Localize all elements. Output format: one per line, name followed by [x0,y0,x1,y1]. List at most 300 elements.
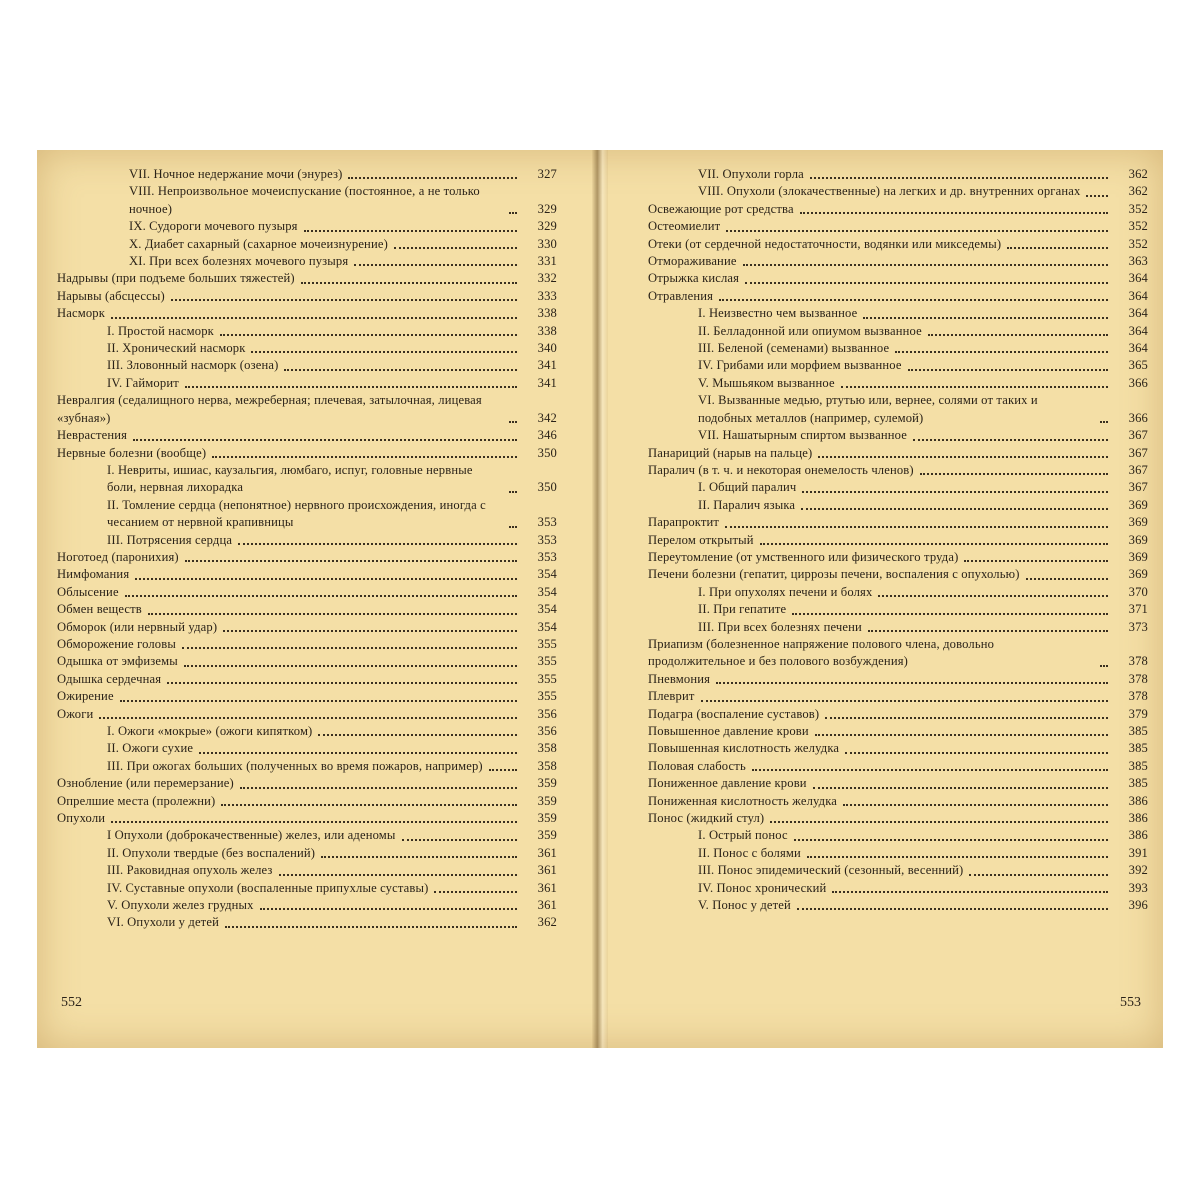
right-page-index [648,166,1148,914]
index-entry [648,462,1148,479]
index-entry [648,479,1148,496]
index-entry-page: 354 [537,567,557,582]
index-entry [57,288,557,305]
index-entry-text: Панариций (нарыв на пальце) [648,445,813,460]
index-entry-text: Обмен веществ [57,602,142,617]
leader-dots [402,839,517,841]
index-entry-page: 356 [537,724,557,738]
index-entry [57,601,557,618]
leader-dots [225,926,517,928]
index-entry [648,392,1148,427]
index-entry-page: 361 [537,898,557,913]
index-entry [648,270,1148,287]
index-entry-page: 364 [1128,323,1148,338]
index-entry [57,914,557,931]
index-entry [57,253,557,270]
index-entry-text: Отрыжка кислая [648,271,740,286]
index-entry [648,183,1148,200]
index-entry [57,270,557,287]
index-entry-text: Насморк [57,306,106,321]
leader-dots [135,578,517,580]
index-entry [57,445,557,462]
leader-dots [818,456,1108,458]
index-entry-page: 378 [1128,689,1148,704]
index-entry [648,880,1148,897]
index-entry-page: 338 [537,306,557,321]
index-entry [648,236,1148,253]
index-entry-page: 385 [1128,776,1148,791]
right-page-number: 553 [1120,995,1141,1010]
index-entry-page: 369 [1128,532,1148,547]
index-entry-text: Обморожение головы [57,636,176,651]
index-entry [648,671,1148,688]
index-entry-text: Неврастения [57,428,128,443]
index-entry-text: IV. Гайморит [107,375,179,390]
index-entry-page: 362 [537,915,557,930]
index-entry-text: Освежающие рот средства [648,201,794,216]
index-entry-page: 333 [537,288,557,303]
index-entry-text: Ожоги [57,706,94,721]
leader-dots [863,317,1108,319]
index-entry-text: Переутомление (от умственного или физического труда) [648,549,959,564]
index-entry-page: 385 [1128,758,1148,773]
index-entry-page: 354 [537,619,557,634]
leader-dots [813,787,1108,789]
index-entry [648,758,1148,775]
index-entry-page: 353 [537,515,557,530]
index-entry [57,775,557,792]
leader-dots [815,734,1108,736]
index-entry-page: 367 [1128,428,1148,443]
index-entry-page: 355 [537,671,557,686]
index-entry-text: Пневмония [648,671,711,686]
leader-dots [716,682,1108,684]
index-entry-page: 332 [537,271,557,286]
index-entry [648,357,1148,374]
index-entry-page: 353 [537,532,557,547]
index-entry-text: II. Опухоли твердые (без воспалений) [107,845,316,860]
index-entry [57,462,557,497]
index-entry-page: 366 [1128,410,1148,425]
leader-dots [843,804,1108,806]
index-entry-page: 362 [1128,167,1148,181]
index-entry [57,723,557,740]
index-entry-text: I. Острый понос [698,828,788,843]
index-entry-text: I Опухоли (доброкачественные) желез, или аденомы [107,828,396,843]
book-gutter [592,150,608,1048]
index-entry [648,810,1148,827]
leader-dots [719,299,1108,301]
leader-dots [489,769,517,771]
index-entry [648,723,1148,740]
index-entry-page: 373 [1128,619,1148,634]
index-entry [648,740,1148,757]
index-entry-text: II. Ожоги сухие [107,741,194,756]
index-entry-page: 369 [1128,515,1148,530]
index-entry-page: 352 [1128,219,1148,234]
leader-dots [167,682,517,684]
leader-dots [1086,195,1108,197]
leader-dots [825,717,1108,719]
index-entry-text: VIII. Опухоли (злокачественные) на легких и др. внутренних органах [698,184,1081,199]
index-entry-page: 385 [1128,724,1148,738]
index-entry-page: 365 [1128,358,1148,373]
index-entry [57,427,557,444]
index-entry [648,566,1148,583]
index-entry-page: 361 [537,845,557,860]
index-entry-text: VII. Опухоли горла [698,167,804,181]
index-entry [57,880,557,897]
index-entry-text: Отмораживание [648,254,737,269]
leader-dots [878,595,1108,597]
leader-dots [792,613,1108,615]
index-entry-text: Ознобление (или перемерзание) [57,776,234,791]
index-entry [57,323,557,340]
index-entry [648,827,1148,844]
index-entry-text: Повышенное давление крови [648,724,809,738]
leader-dots [743,264,1108,266]
leader-dots [895,351,1108,353]
index-entry [648,305,1148,322]
index-entry-page: 359 [537,828,557,843]
index-entry-text: I. Ожоги «мокрые» (ожоги кипятком) [107,724,313,738]
index-entry-text: II. При гепатите [698,602,787,617]
index-entry-text: Пониженная кислотность желудка [648,793,838,808]
index-entry-page: 393 [1128,880,1148,895]
index-entry-text: Приапизм (болезненное напряжение полового члена, довольно продолжительное и без полового возбуждения) [648,636,995,669]
index-entry [57,827,557,844]
leader-dots [348,177,517,179]
index-entry [648,584,1148,601]
leader-dots [1100,421,1108,423]
index-entry [57,532,557,549]
index-entry-page: 371 [1128,602,1148,617]
index-entry [648,688,1148,705]
index-entry [648,340,1148,357]
index-entry [648,706,1148,723]
leader-dots [868,630,1108,632]
index-entry-page: 353 [537,549,557,564]
leader-dots [221,804,517,806]
index-entry-text: VI. Вызванные медью, ртутью или, вернее, солями от таких и подобных металлов (например, сулемой) [698,393,1038,425]
leader-dots [220,334,517,336]
leader-dots [770,821,1108,823]
index-entry [648,775,1148,792]
leader-dots [801,508,1108,510]
leader-dots [794,839,1108,841]
index-entry-page: 361 [537,880,557,895]
index-entry-page: 385 [1128,741,1148,756]
leader-dots [185,560,517,562]
index-entry-page: 364 [1128,306,1148,321]
index-entry-text: Опухоли [57,811,106,826]
leader-dots [182,647,517,649]
leader-dots [800,212,1108,214]
leader-dots [752,769,1108,771]
index-entry-page: 369 [1128,567,1148,582]
index-entry-text: Невралгия (седалищного нерва, межреберная; плечевая, затылочная, лицевая «зубная») [57,393,482,425]
index-entry-page: 367 [1128,480,1148,495]
index-entry [57,740,557,757]
index-entry [57,357,557,374]
index-entry [57,810,557,827]
index-entry-page: 331 [537,254,557,269]
index-entry-text: III. Зловонный насморк (озена) [107,358,279,373]
index-entry-text: V. Понос у детей [698,898,791,913]
index-entry-page: 386 [1128,811,1148,826]
index-entry-text: II. Томление сердца (непонятное) нервного происхождения, иногда с чесанием от нервной крапивницы [107,497,486,530]
index-entry-text: Понос (жидкий стул) [648,811,765,826]
index-entry-page: 364 [1128,271,1148,286]
index-entry [57,758,557,775]
index-entry [648,427,1148,444]
index-entry-page: 396 [1128,898,1148,913]
leader-dots [111,317,517,319]
index-entry-page: 355 [537,636,557,651]
index-entry-text: Паралич (в т. ч. и некоторая онемелость членов) [648,462,914,477]
index-entry [648,201,1148,218]
leader-dots [148,613,517,615]
index-entry [648,253,1148,270]
leader-dots [760,543,1108,545]
index-entry-page: 367 [1128,462,1148,477]
index-entry [57,653,557,670]
index-entry-page: 340 [537,341,557,356]
index-entry-page: 342 [537,410,557,425]
index-entry-text: I. Простой насморк [107,323,214,338]
leader-dots [845,752,1108,754]
leader-dots [920,473,1108,475]
index-entry [57,845,557,862]
leader-dots [928,334,1108,336]
index-entry-text: III. Потрясения сердца [107,532,233,547]
index-entry-text: I. Неизвестно чем вызванное [698,306,858,321]
index-entry [648,497,1148,514]
index-entry [57,305,557,322]
index-entry-text: I. Общий паралич [698,480,797,495]
index-entry-page: 364 [1128,341,1148,356]
index-entry-text: II. Белладонной или опиумом вызванное [698,323,922,338]
index-entry-text: II. Понос с болями [698,845,801,860]
index-entry [57,584,557,601]
index-entry [57,897,557,914]
leader-dots [701,700,1108,702]
index-entry-page: 378 [1128,671,1148,686]
index-entry-text: Нимфомания [57,567,130,582]
index-entry [648,862,1148,879]
index-entry-page: 363 [1128,254,1148,269]
index-entry-page: 364 [1128,288,1148,303]
leader-dots [321,856,517,858]
index-entry-text: Нарывы (абсцессы) [57,288,165,303]
leader-dots [434,891,517,893]
index-entry-text: Опрелшие места (пролежни) [57,793,216,808]
leader-dots [832,891,1108,893]
index-entry [57,340,557,357]
index-entry-text: IV. Грибами или морфием вызванное [698,358,902,373]
leader-dots [133,439,517,441]
index-entry-page: 370 [1128,584,1148,599]
index-entry-text: III. При ожогах больших (полученных во время пожаров, например) [107,758,483,773]
index-entry [648,323,1148,340]
index-entry-page: 367 [1128,445,1148,460]
index-entry [57,706,557,723]
index-entry-page: 346 [537,428,557,443]
index-entry-text: Подагра (воспаление суставов) [648,706,820,721]
index-entry-text: Плеврит [648,689,695,704]
index-entry [648,166,1148,183]
index-entry-page: 359 [537,811,557,826]
index-entry-page: 352 [1128,201,1148,216]
index-entry-page: 361 [537,863,557,878]
index-entry [648,375,1148,392]
index-entry [648,218,1148,235]
index-entry [57,392,557,427]
index-entry-page: 329 [537,201,557,216]
index-entry-page: 355 [537,654,557,669]
index-entry [57,636,557,653]
index-entry-text: XI. При всех болезнях мочевого пузыря [129,254,349,269]
index-entry-text: I. Невриты, ишиас, каузальгия, люмбаго, испуг, головные нервные боли, нервная лихорадка [107,462,473,495]
index-entry-text: Печени болезни (гепатит, циррозы печени, воспаления с опухолью) [648,567,1020,582]
leader-dots [111,821,517,823]
leader-dots [802,491,1108,493]
leader-dots [304,230,517,232]
leader-dots [120,700,517,702]
index-entry-text: IV. Понос хронический [698,880,827,895]
leader-dots [964,560,1108,562]
leader-dots [238,543,517,545]
book-spread [37,150,1163,1048]
leader-dots [509,212,517,214]
index-entry-text: Облысение [57,584,119,599]
leader-dots [913,439,1108,441]
index-entry-text: Повышенная кислотность желудка [648,741,840,756]
index-entry-text: Пониженное давление крови [648,776,807,791]
index-entry-page: 369 [1128,497,1148,512]
index-entry-text: I. При опухолях печени и болях [698,584,873,599]
index-entry-text: III. Понос эпидемический (сезонный, весенний) [698,863,964,878]
index-entry-text: Ожирение [57,689,114,704]
index-entry-text: IX. Судороги мочевого пузыря [129,219,298,234]
leader-dots [745,282,1108,284]
index-entry [57,166,557,183]
index-entry [648,549,1148,566]
index-entry-text: III. При всех болезнях печени [698,619,862,634]
leader-dots [171,299,517,301]
leader-dots [199,752,517,754]
leader-dots [318,734,517,736]
leader-dots [969,874,1108,876]
index-entry [648,845,1148,862]
index-entry-page: 329 [537,219,557,234]
leader-dots [1026,578,1108,580]
leader-dots [797,908,1108,910]
index-entry-text: Нервные болезни (вообще) [57,445,207,460]
index-entry [648,445,1148,462]
index-entry-text: VI. Опухоли у детей [107,915,219,930]
index-entry-page: 386 [1128,793,1148,808]
index-entry [648,514,1148,531]
index-entry-page: 359 [537,793,557,808]
index-entry-text: Одышка сердечная [57,671,162,686]
index-entry-page: 369 [1128,549,1148,564]
leader-dots [223,630,517,632]
leader-dots [1100,665,1108,667]
index-entry-page: 386 [1128,828,1148,843]
index-entry-page: 354 [537,584,557,599]
index-entry [57,862,557,879]
leader-dots [240,787,517,789]
index-entry-page: 392 [1128,863,1148,878]
leader-dots [354,264,517,266]
index-entry [57,218,557,235]
index-entry-text: Парапроктит [648,515,720,530]
index-entry-text: Перелом открытый [648,532,754,547]
index-entry-text: VIII. Непроизвольное мочеиспускание (постоянное, а не только ночное) [129,184,480,216]
index-entry-page: 362 [1128,184,1148,199]
index-entry-page: 358 [537,758,557,773]
index-entry-text: VII. Ночное недержание мочи (энурез) [129,167,343,181]
leader-dots [1007,247,1108,249]
leader-dots [810,177,1108,179]
index-entry-page: 379 [1128,706,1148,721]
leader-dots [212,456,517,458]
leader-dots [279,874,517,876]
left-page-index [57,166,557,932]
index-entry [648,897,1148,914]
index-entry-page: 354 [537,602,557,617]
left-page-number: 552 [61,995,82,1010]
index-entry-text: III. Беленой (семенами) вызванное [698,341,890,356]
index-entry [648,601,1148,618]
leader-dots [185,386,517,388]
index-entry-text: Остеомиелит [648,219,721,234]
leader-dots [260,908,517,910]
leader-dots [284,369,517,371]
leader-dots [908,369,1108,371]
index-entry-text: Надрывы (при подъеме больших тяжестей) [57,271,295,286]
index-entry-text: II. Паралич языка [698,497,796,512]
index-entry [648,288,1148,305]
leader-dots [99,717,517,719]
index-entry-page: 338 [537,323,557,338]
index-entry [57,497,557,532]
leader-dots [726,230,1108,232]
index-entry [57,793,557,810]
index-entry-page: 350 [537,480,557,495]
index-entry [57,375,557,392]
index-entry-page: 327 [537,167,557,181]
leader-dots [509,421,517,423]
index-entry-page: 330 [537,236,557,251]
index-entry-text: Отеки (от сердечной недостаточности, водянки или микседемы) [648,236,1002,251]
index-entry [57,688,557,705]
index-entry-text: Одышка от эмфиземы [57,654,178,669]
leader-dots [301,282,517,284]
index-entry [648,636,1148,671]
index-entry-text: X. Диабет сахарный (сахарное мочеизнурение) [129,236,388,251]
index-entry [648,532,1148,549]
leader-dots [509,526,517,528]
index-entry-page: 355 [537,689,557,704]
index-entry [57,549,557,566]
index-entry [648,619,1148,636]
leader-dots [807,856,1108,858]
index-entry [57,236,557,253]
leader-dots [725,526,1108,528]
index-entry [57,183,557,218]
